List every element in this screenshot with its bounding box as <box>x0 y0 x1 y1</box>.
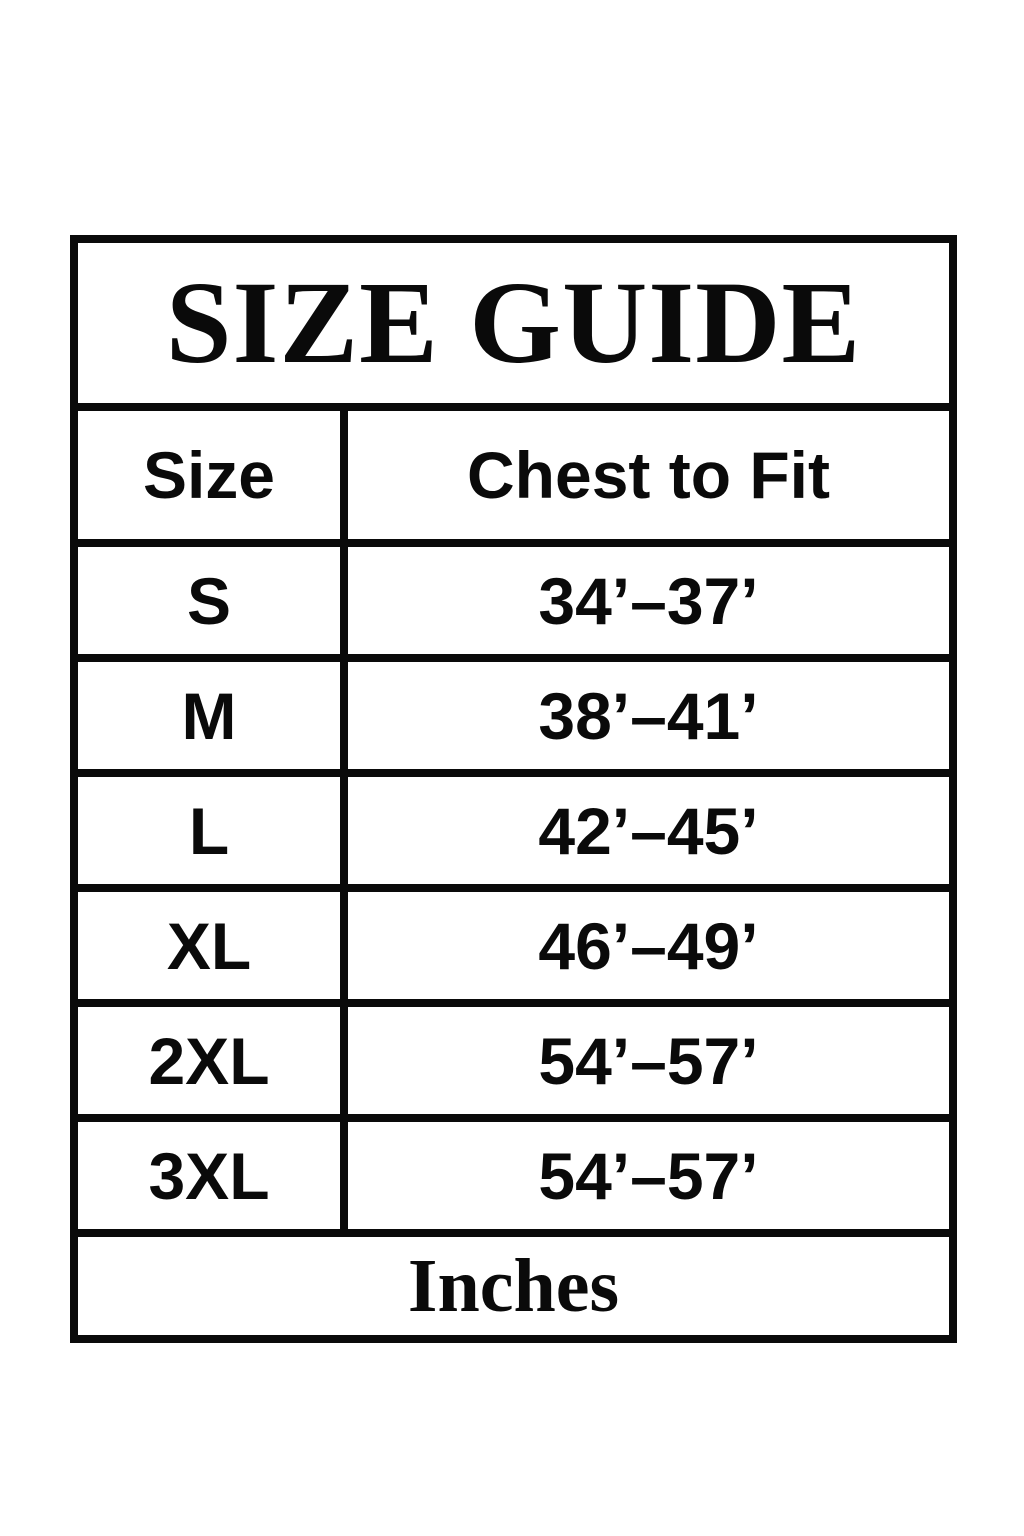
chest-cell <box>348 892 949 999</box>
chest-cell <box>348 1122 949 1229</box>
size-value: S <box>186 563 232 638</box>
table-row <box>78 662 949 777</box>
table-row <box>78 892 949 1007</box>
header-row <box>78 411 949 547</box>
table-row <box>78 547 949 662</box>
units-label: Inches <box>407 1244 620 1328</box>
chest-value: 38’–41’ <box>538 678 759 753</box>
chest-value: 54’–57’ <box>538 1023 759 1098</box>
column-header-chest-cell <box>348 411 949 539</box>
chest-cell <box>348 547 949 654</box>
column-header-size: Size <box>142 438 276 512</box>
size-value: XL <box>166 908 252 983</box>
size-cell <box>78 1122 348 1229</box>
column-header-chest: Chest to Fit <box>467 438 830 512</box>
chest-cell <box>348 777 949 884</box>
chest-value: 46’–49’ <box>538 908 759 983</box>
size-cell <box>78 547 348 654</box>
chest-value: 34’–37’ <box>538 563 759 638</box>
size-value: L <box>188 793 230 868</box>
size-guide-title: SIZE GUIDE <box>165 257 862 388</box>
chest-cell <box>348 662 949 769</box>
footer-row <box>78 1237 949 1335</box>
column-header-size-cell <box>78 411 348 539</box>
size-guide-table <box>70 235 957 1343</box>
chest-value: 42’–45’ <box>538 793 759 868</box>
table-row <box>78 1122 949 1237</box>
size-value: M <box>181 678 237 753</box>
title-row <box>78 243 949 411</box>
size-cell <box>78 777 348 884</box>
chest-cell <box>348 1007 949 1114</box>
size-cell <box>78 892 348 999</box>
size-cell <box>78 662 348 769</box>
size-cell <box>78 1007 348 1114</box>
chest-value: 54’–57’ <box>538 1138 759 1213</box>
table-row <box>78 777 949 892</box>
size-value: 2XL <box>148 1023 270 1098</box>
table-row <box>78 1007 949 1122</box>
size-value: 3XL <box>148 1138 270 1213</box>
